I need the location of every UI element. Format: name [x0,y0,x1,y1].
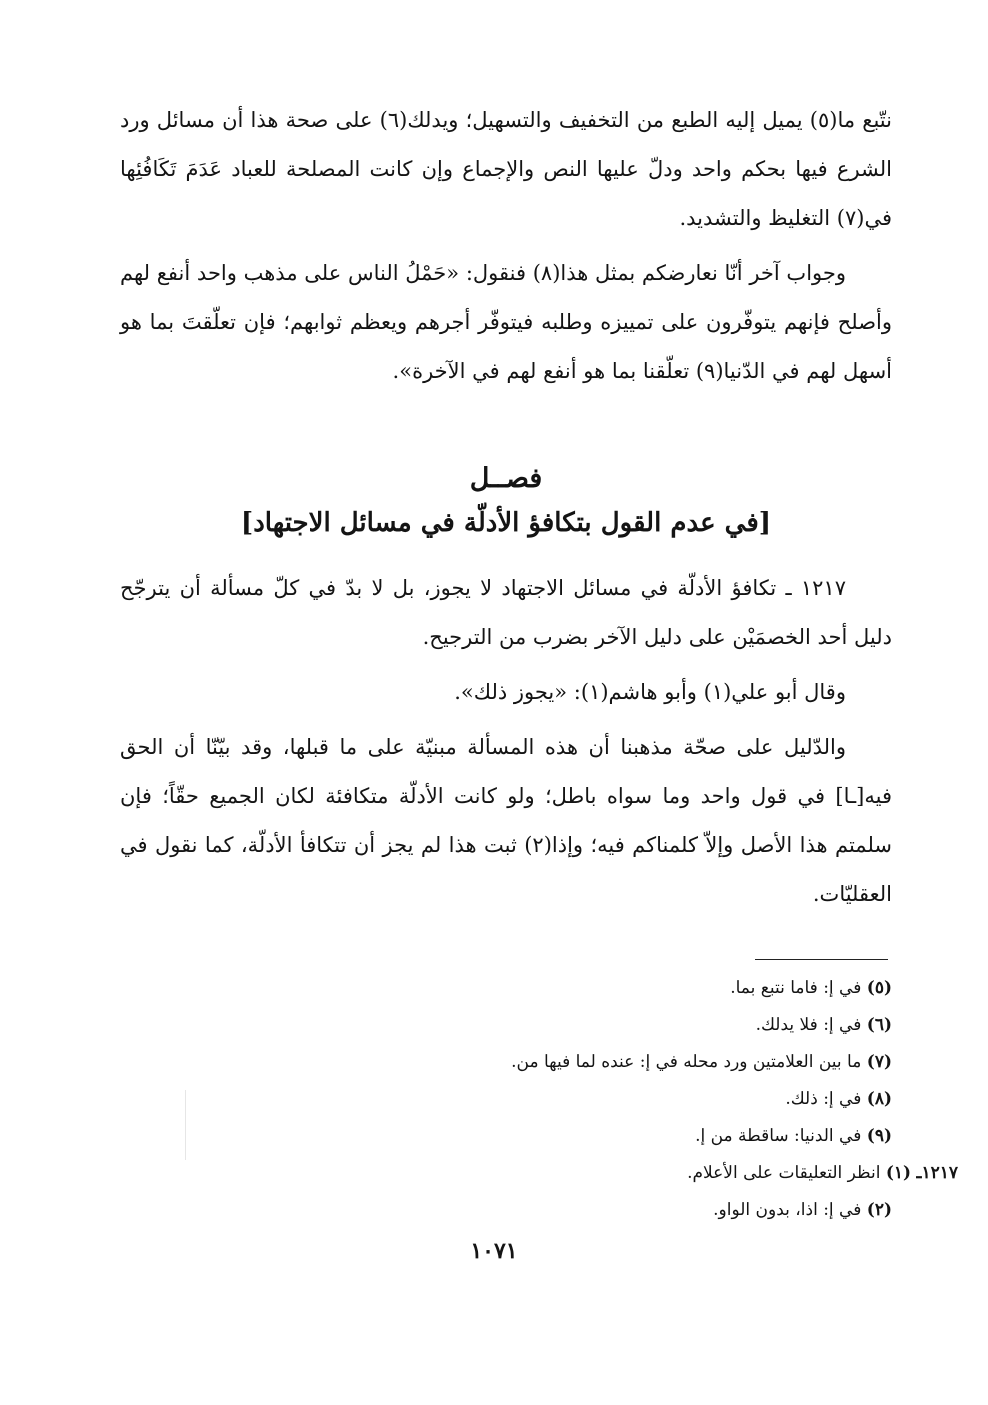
footnote-divider [755,959,888,960]
paragraph-1: نتّبع ما(٥) يميل إليه الطبع من التخفيف والتسهيل؛ ويدلك(٦) على صحة هذا أن مسائل ورد الشرع فيها بحكم واحد ودلّ عليها النص والإجماع وإن كانت المصلحة للعباد عَدَمَ تَكَافُئِها في(٧) التغليظ والتشديد. [120,108,892,230]
paragraph-evidence: والدّليل على صحّة مذهبنا أن هذه المسألة مبنيّة على ما قبلها، وقد بيّنّا أن الحق فيه[ـا] في قول واحد وما سواه باطل؛ ولو كانت الأدلّة متكافئة لكان الجميع حقّاً؛ فإن سلمتم هذا الأصل وإلاّ كلمناكم فيه؛ وإذا(٢) ثبت هذا لم يجز أن تتكافأ الأدلّة، كما نقول في العقليّات. [120,735,892,906]
footnote-5: (٥) في إ: فاما نتبع بما. [730,978,892,998]
paragraph-abu-ali: وقال أبو علي(١) وأبو هاشم(١): «يجوز ذلك». [454,680,846,704]
footnote-6: (٦) في إ: فلا يدلك. [755,1015,892,1035]
section-title: [في عدم القول بتكافؤ الأدلّة في مسائل الاجتهاد] [240,508,772,538]
footnote-1217-2: (٢) في إ: اذا، بدون الواو. [713,1200,892,1220]
paragraph-1217: ١٢١٧ ـ تكافؤ الأدلّة في مسائل الاجتهاد لا يجوز، بل لا بدّ في كلّ مسألة أن يترجّح دليل أحد الخصمَيْن على دليل الآخر بضرب من الترجيح. [120,576,892,649]
main-text-top [120,96,892,402]
paragraph-2: وجواب آخر أنّا نعارضكم بمثل هذا(٨) فنقول: «حَمْلُ الناس على مذهب واحد أنفع لهم وأصلح فإنهم يتوفّرون على تمييزه وطلبه فيتوفّر أجرهم ويعظم ثوابهم؛ فإن تعلّقتَ بما هو أسهل لهم في الدّنيا(٩) تعلّقنا بما هو أنفع لهم في الآخرة». [120,261,892,383]
footnote-9: (٩) في الدنيا: ساقطة من إ. [695,1126,892,1146]
scan-artifact-line [185,1090,186,1160]
section-label: فصــل [469,463,543,494]
footnote-1217-1: ١٢١٧ـ (١) انظر التعليقات على الأعلام. [687,1163,958,1183]
main-text-section [120,564,892,925]
footnote-8: (٨) في إ: ذلك. [785,1089,892,1109]
footnotes [120,970,958,1229]
footnote-7: (٧) ما بين العلامتين ورد محله في إ: عنده لما فيها من. [511,1052,892,1072]
page-number: ١٠٧١ [470,1238,518,1264]
